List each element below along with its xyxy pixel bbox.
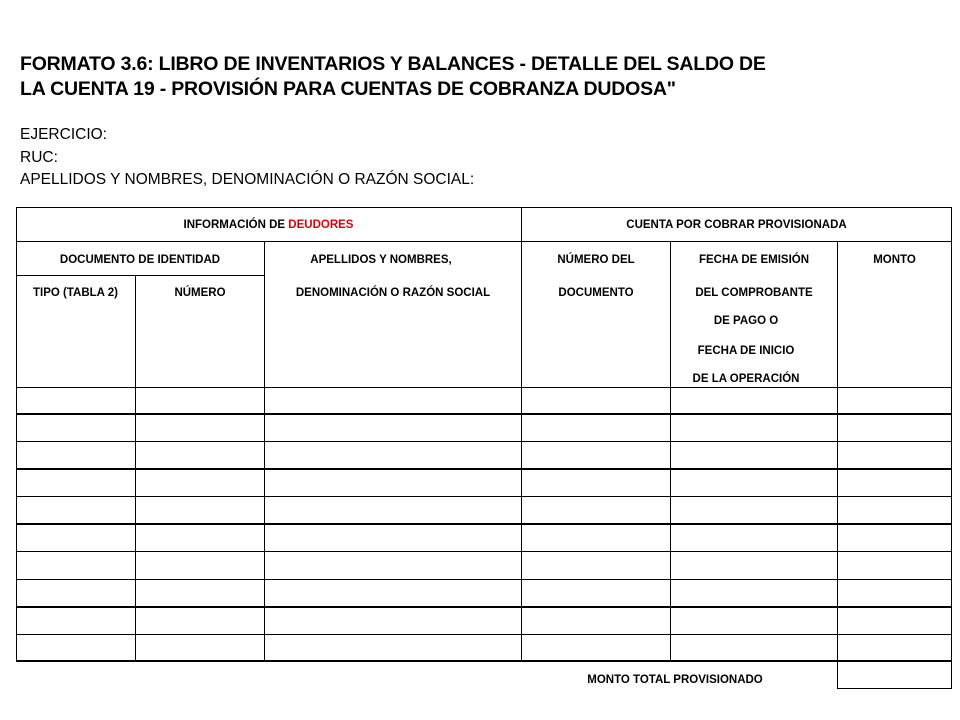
data-cell-fecha[interactable] xyxy=(671,416,836,440)
data-cell-razon-social[interactable] xyxy=(265,416,520,440)
data-cell-monto[interactable] xyxy=(838,499,949,522)
group-info-highlight: DEUDORES xyxy=(288,219,354,231)
data-cell-fecha[interactable] xyxy=(671,582,836,605)
title-line-1: FORMATO 3.6: LIBRO DE INVENTARIOS Y BALANCES - DETALLE DEL SALDO DE xyxy=(20,53,766,75)
data-cell-numero[interactable] xyxy=(136,637,263,659)
header-fecha-line2: DEL COMPROBANTE xyxy=(695,287,813,299)
data-cell-numero[interactable] xyxy=(136,554,263,578)
data-cell-monto[interactable] xyxy=(838,390,949,412)
group-info-prefix: INFORMACIÓN DE xyxy=(183,219,289,231)
header-monto: MONTO xyxy=(873,254,916,266)
data-cell-tipo[interactable] xyxy=(17,444,134,467)
data-cell-monto[interactable] xyxy=(838,416,949,440)
data-cell-fecha[interactable] xyxy=(671,609,836,633)
header-apellidos-line1: APELLIDOS Y NOMBRES, xyxy=(310,254,452,266)
data-cell-numero-documento[interactable] xyxy=(522,609,669,633)
data-cell-razon-social[interactable] xyxy=(265,609,520,633)
data-cell-numero[interactable] xyxy=(136,471,263,495)
data-cell-numero[interactable] xyxy=(136,499,263,522)
data-cell-numero[interactable] xyxy=(136,609,263,633)
header-fecha-line5: DE LA OPERACIÓN xyxy=(692,373,800,385)
data-cell-razon-social[interactable] xyxy=(265,637,520,659)
row-line xyxy=(16,634,952,635)
data-cell-razon-social[interactable] xyxy=(265,526,520,550)
data-cell-fecha[interactable] xyxy=(671,526,836,550)
ejercicio-label: EJERCICIO: xyxy=(20,126,107,143)
data-cell-numero-documento[interactable] xyxy=(522,444,669,467)
group-info-deudores xyxy=(16,218,521,232)
header-doc-identidad: DOCUMENTO DE IDENTIDAD xyxy=(59,254,221,266)
data-cell-monto[interactable] xyxy=(838,471,949,495)
total-label: MONTO TOTAL PROVISIONADO xyxy=(587,674,763,686)
data-cell-numero[interactable] xyxy=(136,526,263,550)
header-fecha-line4: FECHA DE INICIO xyxy=(697,345,795,357)
data-cell-fecha[interactable] xyxy=(671,499,836,522)
data-cell-razon-social[interactable] xyxy=(265,444,520,467)
document-title xyxy=(20,52,920,102)
data-cell-tipo[interactable] xyxy=(17,554,134,578)
data-cell-monto[interactable] xyxy=(838,444,949,467)
data-cell-numero-documento[interactable] xyxy=(522,582,669,605)
data-cell-monto[interactable] xyxy=(838,637,949,659)
data-cell-numero-documento[interactable] xyxy=(522,499,669,522)
table-border-right xyxy=(951,207,952,662)
data-cell-tipo[interactable] xyxy=(17,582,134,605)
data-cell-tipo[interactable] xyxy=(17,526,134,550)
data-cell-fecha[interactable] xyxy=(671,444,836,467)
row-line xyxy=(16,413,952,415)
data-cell-numero-documento[interactable] xyxy=(522,637,669,659)
data-cell-tipo[interactable] xyxy=(17,609,134,633)
data-cell-numero-documento[interactable] xyxy=(522,554,669,578)
row-line xyxy=(16,551,952,552)
header-bottom-line xyxy=(16,387,952,388)
row-line xyxy=(16,606,952,608)
data-cell-fecha[interactable] xyxy=(671,637,836,659)
data-cell-numero-documento[interactable] xyxy=(522,390,669,412)
doc-identidad-divider xyxy=(16,275,264,276)
data-cell-razon-social[interactable] xyxy=(265,499,520,522)
row-line xyxy=(16,579,952,580)
group-header-divider xyxy=(16,241,952,242)
data-cell-numero-documento[interactable] xyxy=(522,471,669,495)
data-cell-tipo[interactable] xyxy=(17,390,134,412)
data-cell-fecha[interactable] xyxy=(671,390,836,412)
header-fecha-line1: FECHA DE EMISIÓN xyxy=(698,254,810,266)
data-cell-razon-social[interactable] xyxy=(265,390,520,412)
data-cell-monto[interactable] xyxy=(838,526,949,550)
data-cell-monto[interactable] xyxy=(838,554,949,578)
data-cell-numero[interactable] xyxy=(136,416,263,440)
ruc-label: RUC: xyxy=(20,149,58,166)
total-box-bottom xyxy=(837,688,952,689)
header-num-doc-line2: DOCUMENTO xyxy=(558,287,634,299)
data-cell-tipo[interactable] xyxy=(17,637,134,659)
razon-social-label: APELLIDOS Y NOMBRES, DENOMINACIÓN O RAZÓN SOCIAL: xyxy=(20,171,475,188)
row-line xyxy=(16,441,952,442)
data-cell-tipo[interactable] xyxy=(17,416,134,440)
row-line xyxy=(16,496,952,497)
group-cuenta-provisionada: CUENTA POR COBRAR PROVISIONADA xyxy=(626,219,847,231)
total-box-left xyxy=(837,661,838,689)
data-cell-tipo[interactable] xyxy=(17,499,134,522)
total-box-right xyxy=(951,661,952,689)
row-line xyxy=(16,523,952,525)
title-line-2: LA CUENTA 19 - PROVISIÓN PARA CUENTAS DE COBRANZA DUDOSA" xyxy=(20,78,676,100)
table-border-top xyxy=(16,207,952,208)
data-cell-numero[interactable] xyxy=(136,582,263,605)
data-cell-razon-social[interactable] xyxy=(265,471,520,495)
data-cell-numero[interactable] xyxy=(136,390,263,412)
data-cell-monto[interactable] xyxy=(838,582,949,605)
data-cell-numero-documento[interactable] xyxy=(522,416,669,440)
data-cell-tipo[interactable] xyxy=(17,471,134,495)
row-line xyxy=(16,468,952,470)
header-num-doc-line1: NÚMERO DEL xyxy=(557,254,635,266)
header-apellidos-line2: DENOMINACIÓN O RAZÓN SOCIAL xyxy=(295,287,491,299)
data-cell-fecha[interactable] xyxy=(671,471,836,495)
data-cell-fecha[interactable] xyxy=(671,554,836,578)
data-cell-numero-documento[interactable] xyxy=(522,526,669,550)
data-cell-monto[interactable] xyxy=(838,609,949,633)
data-cell-numero[interactable] xyxy=(136,444,263,467)
header-numero: NÚMERO xyxy=(174,287,226,299)
data-cell-razon-social[interactable] xyxy=(265,554,520,578)
data-cell-razon-social[interactable] xyxy=(265,582,520,605)
header-fecha-line3: DE PAGO O xyxy=(713,315,779,327)
table-border-bottom xyxy=(16,660,952,662)
header-tipo: TIPO (TABLA 2) xyxy=(33,287,118,299)
